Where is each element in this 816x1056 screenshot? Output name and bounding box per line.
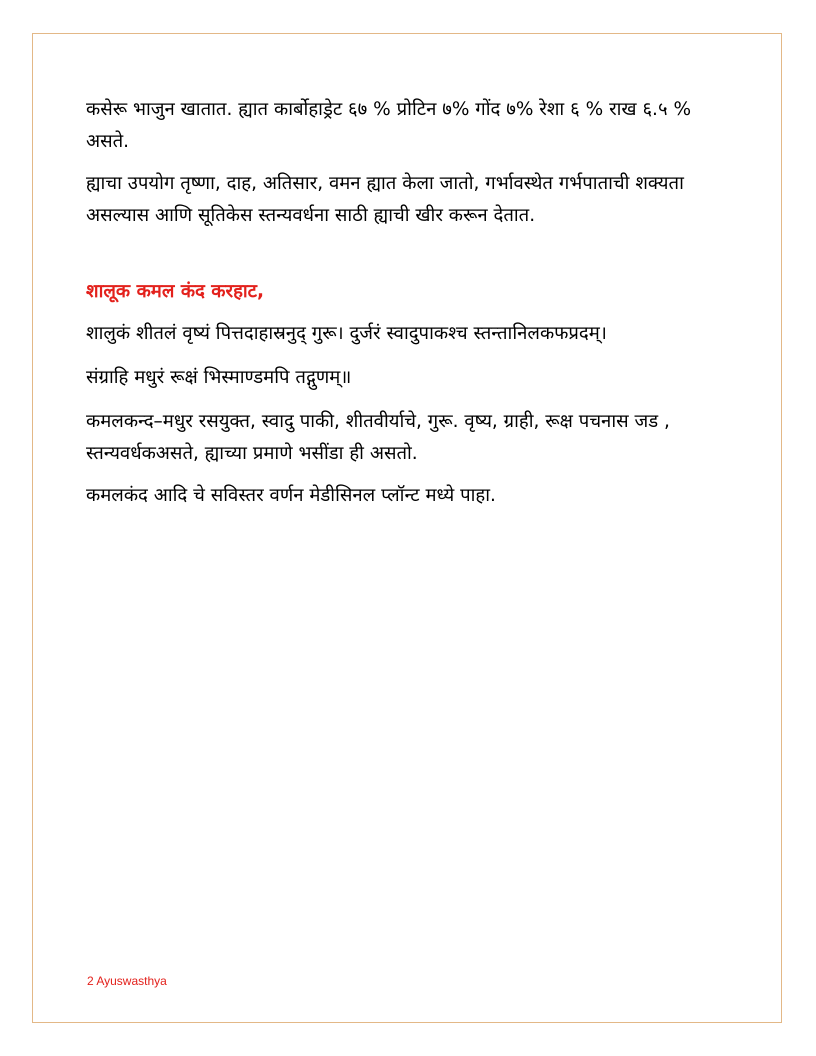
page-footer: 2 Ayuswasthya <box>87 974 167 988</box>
paragraph-reference: कमलकंद आदि चे सविस्तर वर्णन मेडीसिनल प्लॉन्ट मध्ये पाहा. <box>86 485 496 506</box>
shloka-line-1: शालुकं शीतलं वृष्यं पित्तदाहास्रनुद् गुरू। दुर्जरं स्वादुपाकश्च स्तन्तानिलकफप्रदम्। <box>86 323 607 344</box>
paragraph-kamalkand: कमलकन्द–मधुर रसयुक्त, स्वादु पाकी, शीतवीर्याचे, गुरू. वृष्य, ग्राही, रूक्ष पचनास जड , स्तन्यवर्धकअसते, ह्याच्या प्रमाणे भसींडा ही असतो. <box>86 411 670 464</box>
paragraph-uses: ह्याचा उपयोग तृष्णा, दाह, अतिसार, वमन ह्यात केला जातो, गर्भावस्थेत गर्भपाताची शक्यता असल्यास आणि सूतिकेस स्तन्यवर्धना साठी ह्याची खीर करून देतात. <box>86 173 684 226</box>
document-body <box>86 94 726 522</box>
paragraph-kaseru: कसेरू भाजुन खातात. ह्यात कार्बोहाड्रेट ६७ % प्रोटिन ७% गोंद ७% रेशा ६ % राख ६.५ % असते. <box>86 99 692 152</box>
section-spacer <box>86 242 726 276</box>
section-heading: शालूक कमल कंद करहाट, <box>86 281 265 302</box>
shloka-line-2: संग्राहि मधुरं रूक्षं भिस्माण्डमपि तद्गुणम्॥ <box>86 367 352 388</box>
